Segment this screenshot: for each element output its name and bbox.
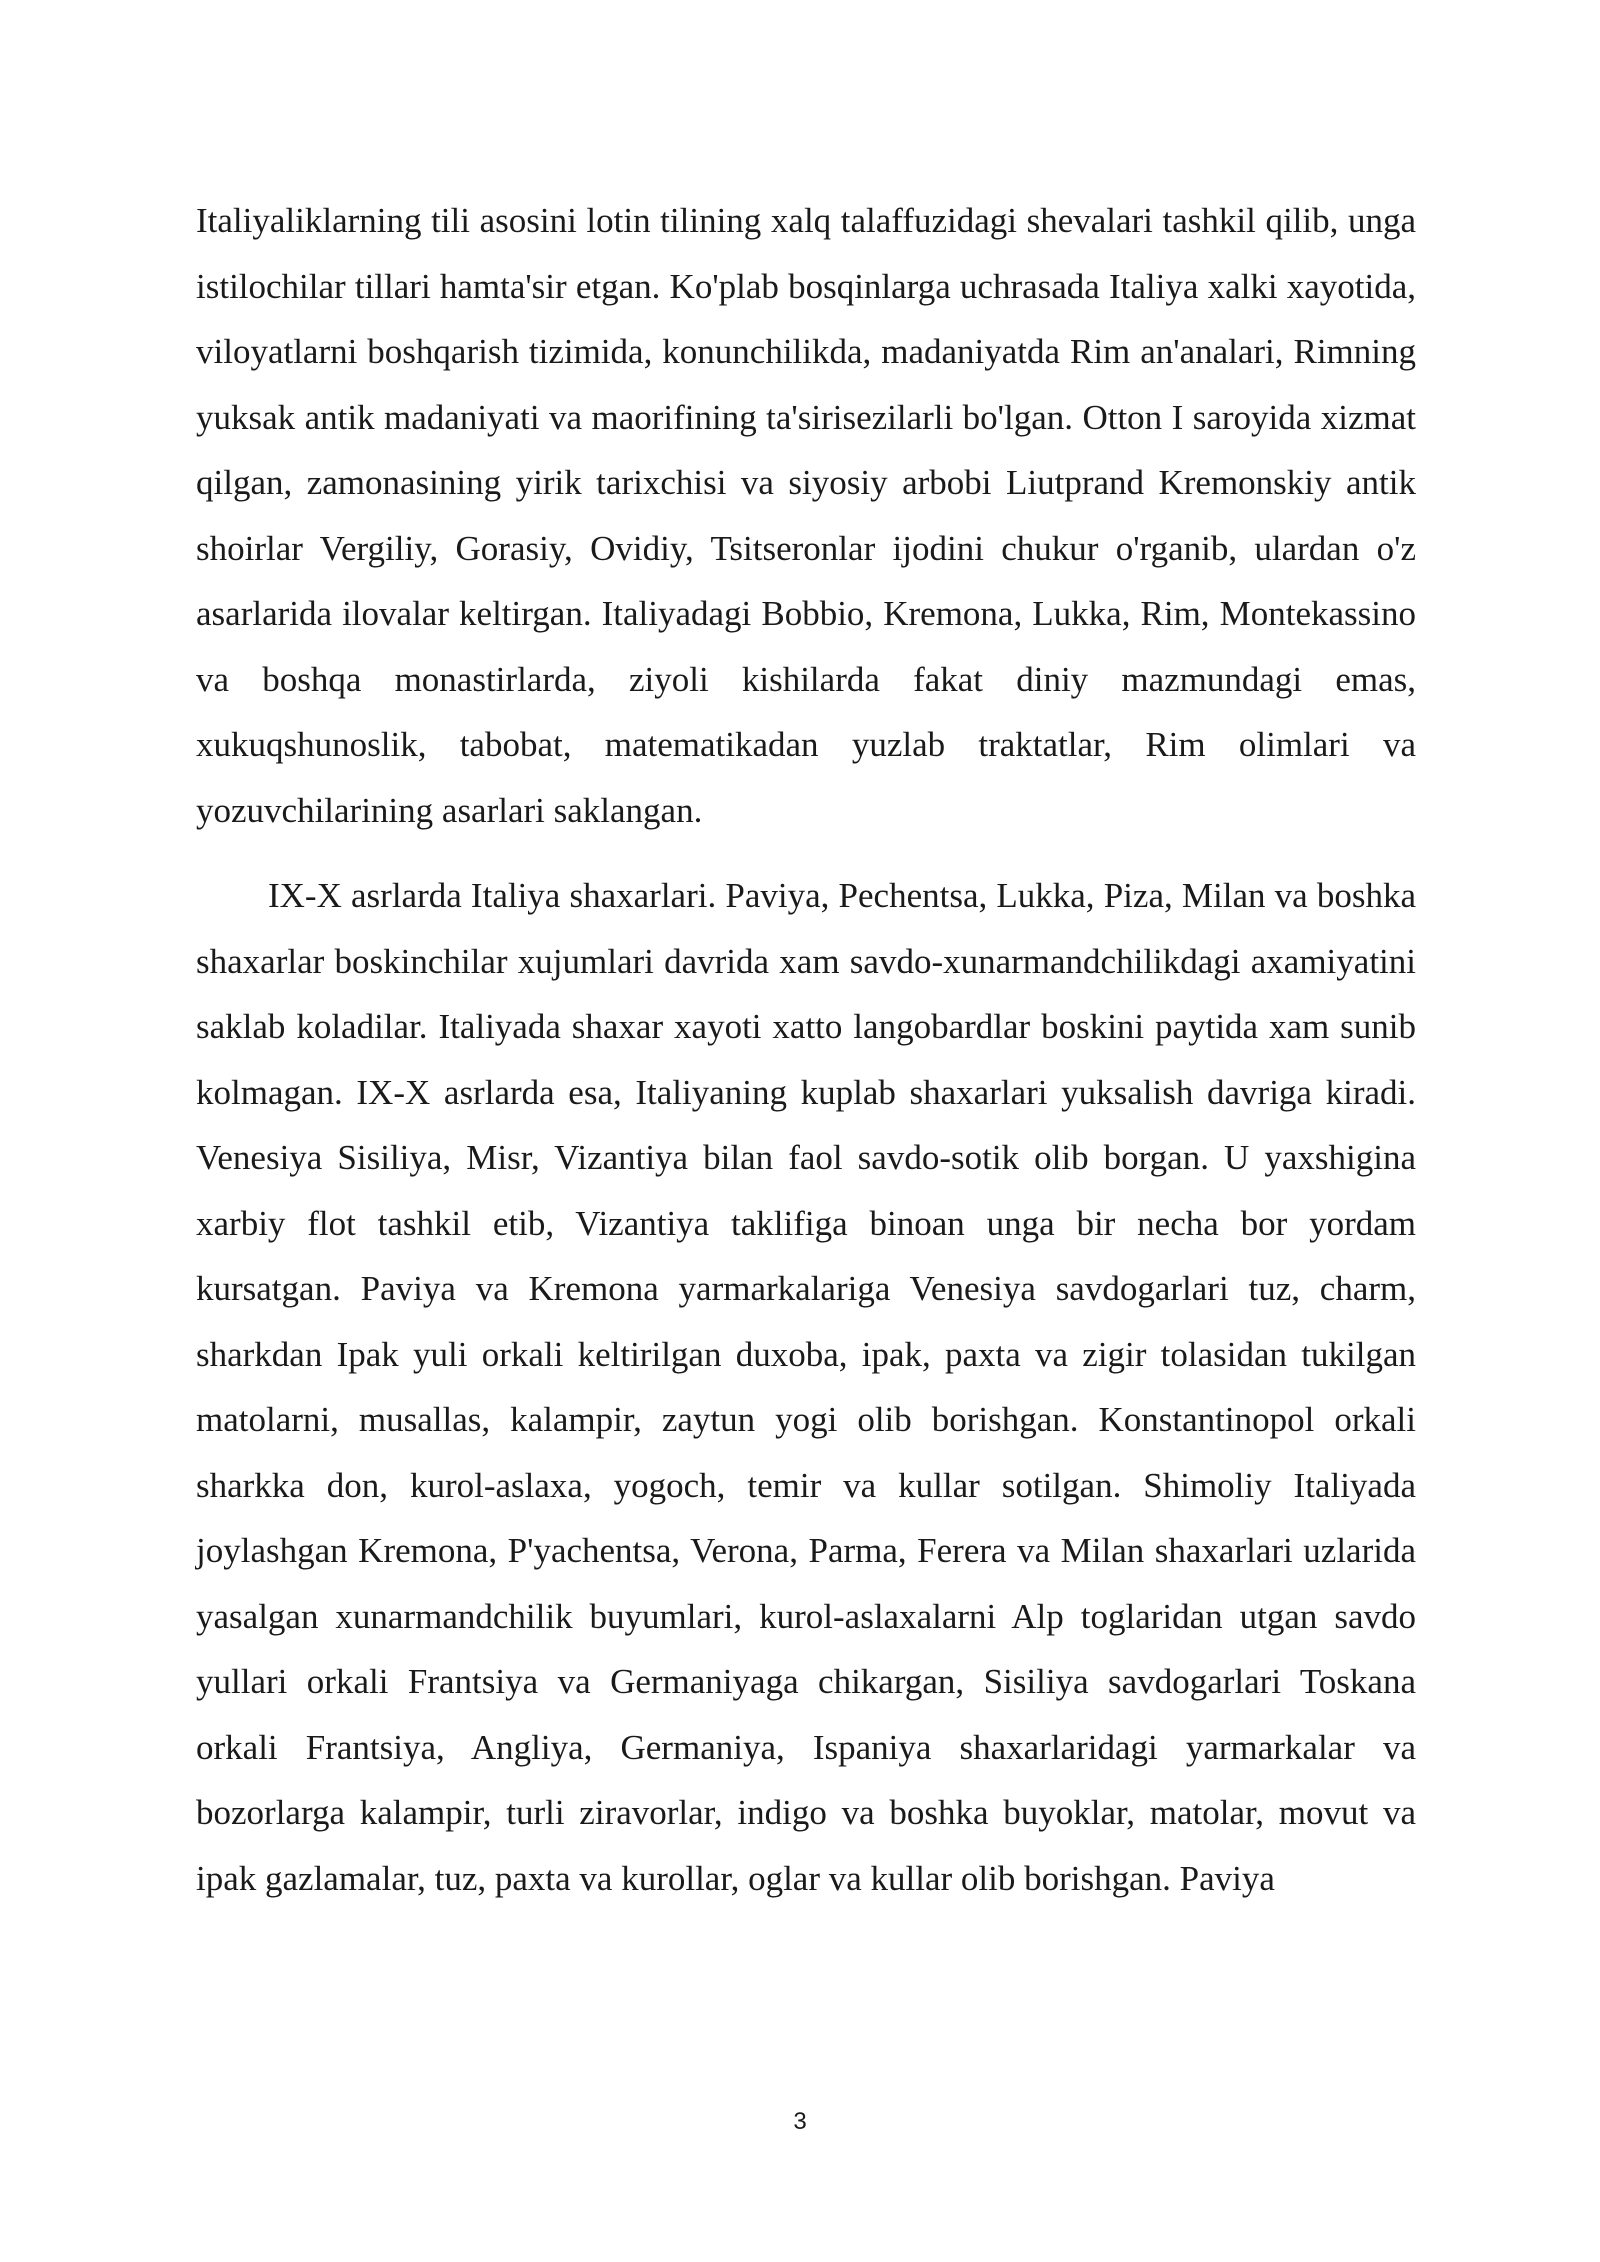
- paragraph: IX-X asrlarda Italiya shaxarlari. Paviya, Pechentsa, Lukka, Piza, Milan va boshka shaxarlar boskinchilar xujumlari davrida xam savdo-xunarmandchilikdagi axamiyatini saklab koladilar. Italiyada shaxar xayoti xatto langobardlar boskini paytida xam sunib kolmagan. IX-X asrlarda esa, Italiyaning kuplab shaxarlari yuksalish davriga kiradi. Venesiya Sisiliya, Misr, Vizantiya bilan faol savdo-sotik olib borgan. U yaxshigina xarbiy flot tashkil etib, Vizantiya taklifiga binoan unga bir necha bor yordam kursatgan. Paviya va Kremona yarmarkalariga Venesiya savdogarlari tuz, charm, sharkdan Ipak yuli orkali keltirilgan duxoba, ipak, paxta va zigir tolasidan tukilgan matolarni, musallas, kalampir, zaytun yogi olib borishgan. Konstantinopol orkali sharkka don, kurol-aslaxa, yogoch, temir va kullar sotilgan. Shimoliy Italiyada joylashgan Kremona, P'yachentsa, Verona, Parma, Ferera va Milan shaxarlari uzlarida yasalgan xunarmandchilik buyumlari, kurol-aslaxalarni Alp toglaridan utgan savdo yullari orkali Frantsiya va Germaniyaga chikargan, Sisiliya savdogarlari Toskana orkali Frantsiya, Angliya, Germaniya, Ispaniya shaxarlaridagi yarmarkalar va bozorlarga kalampir, turli ziravorlar, indigo va boshka buyoklar, matolar, movut va ipak gazlamalar, tuz, paxta va kurollar, oglar va kullar olib borishgan. Paviya: [196, 876, 1416, 1898]
- page-number: 3: [793, 2108, 807, 2135]
- body-text: [196, 188, 1416, 1911]
- paragraph: Italiyaliklarning tili asosini lotin tilining xalq talaffuzidagi shevalari tashkil qilib, unga istilochilar tillari hamta'sir etgan. Ko'plab bosqinlarga uchrasada Italiya xalki xayotida, viloyatlarni boshqarish tizimida, konunchilikda, madaniyatda Rim an'analari, Rimning yuksak antik madaniyati va maorifining ta'sirisezilarli bo'lgan. Otton I saroyida xizmat qilgan, zamonasining yirik tarixchisi va siyosiy arbobi Liutprand Kremonskiy antik shoirlar Vergiliy, Gorasiy, Ovidiy, Tsitseronlar ijodini chukur o'rganib, ulardan o'z asarlarida ilovalar keltirgan. Italiyadagi Bobbio, Kremona, Lukka, Rim, Montekassino va boshqa monastirlarda, ziyoli kishilarda fakat diniy mazmundagi emas, xukuqshunoslik, tabobat, matematikadan yuzlab traktatlar, Rim olimlari va yozuvchilarining asarlari saklangan.: [196, 201, 1416, 830]
